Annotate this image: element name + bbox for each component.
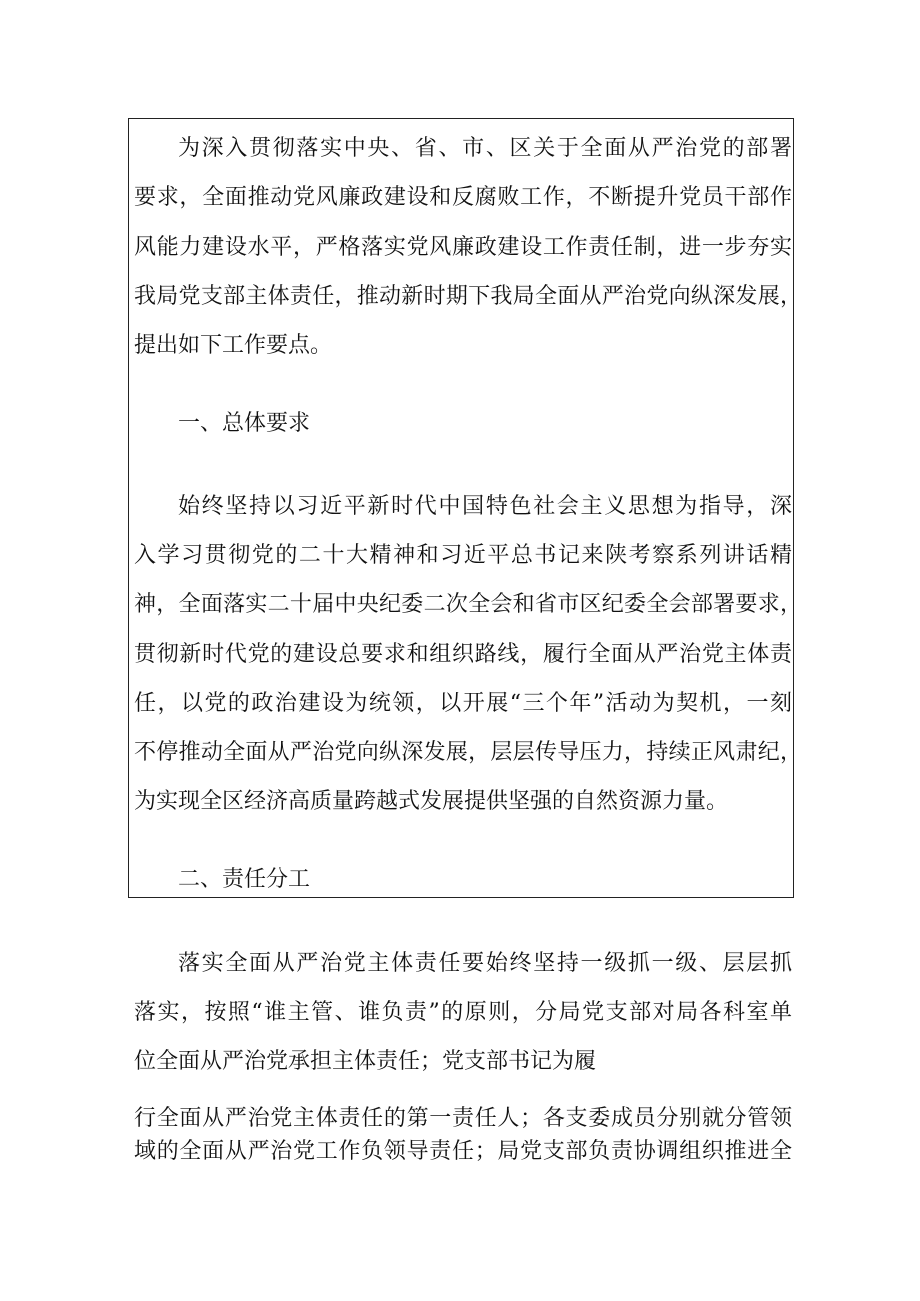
- para2-line-1: 落实全面从严治党主体责任要始终坚持一级抓一级、层层抓: [178, 951, 792, 976]
- para1-line-1: 始终坚持以习近平新时代中国特色社会主义思想为指导，深: [178, 494, 792, 519]
- intro-line-5: 提出如下工作要点。: [134, 333, 333, 358]
- para1-line-2: 入学习贯彻党的二十大精神和习近平总书记来陕考察系列讲话精: [134, 543, 792, 568]
- para1-line-6: 不停推动全面从严治党向纵深发展，层层传导压力，持续正风肃纪，: [134, 740, 802, 765]
- para1-line-7: 为实现全区经济高质量跨越式发展提供坚强的自然资源力量。: [134, 789, 729, 814]
- intro-line-2: 要求，全面推动党风廉政建设和反腐败工作，不断提升党员干部作: [134, 185, 792, 210]
- intro-line-4: 我局党支部主体责任，推动新时期下我局全面从严治党向纵深发展，: [134, 284, 802, 309]
- para3-line-2: 域的全面从严治党工作负领导责任；局党支部负责协调组织推进全: [134, 1139, 792, 1164]
- para3-line-1: 行全面从严治党主体责任的第一责任人；各支委成员分别就分管领: [134, 1106, 792, 1131]
- intro-line-3: 风能力建设水平，严格落实党风廉政建设工作责任制，进一步夯实: [134, 235, 792, 260]
- section-heading-overall-requirements: 一、总体要求: [178, 411, 311, 436]
- para1-line-4: 贯彻新时代党的建设总要求和组织路线，履行全面从严治党主体责: [134, 642, 792, 667]
- para2-line-2: 落实，按照“谁主管、谁负责”的原则，分局党支部对局各科室单: [134, 1000, 792, 1025]
- intro-line-1: 为深入贯彻落实中央、省、市、区关于全面从严治党的部署: [178, 136, 792, 161]
- para1-line-5: 任，以党的政治建设为统领，以开展“三个年”活动为契机，一刻: [134, 691, 792, 716]
- section-heading-responsibility-division: 二、责任分工: [178, 867, 311, 892]
- para1-line-3: 神，全面落实二十届中央纪委二次全会和省市区纪委全会部署要求，: [134, 592, 802, 617]
- para2-line-3: 位全面从严治党承担主体责任；党支部书记为履: [134, 1049, 597, 1074]
